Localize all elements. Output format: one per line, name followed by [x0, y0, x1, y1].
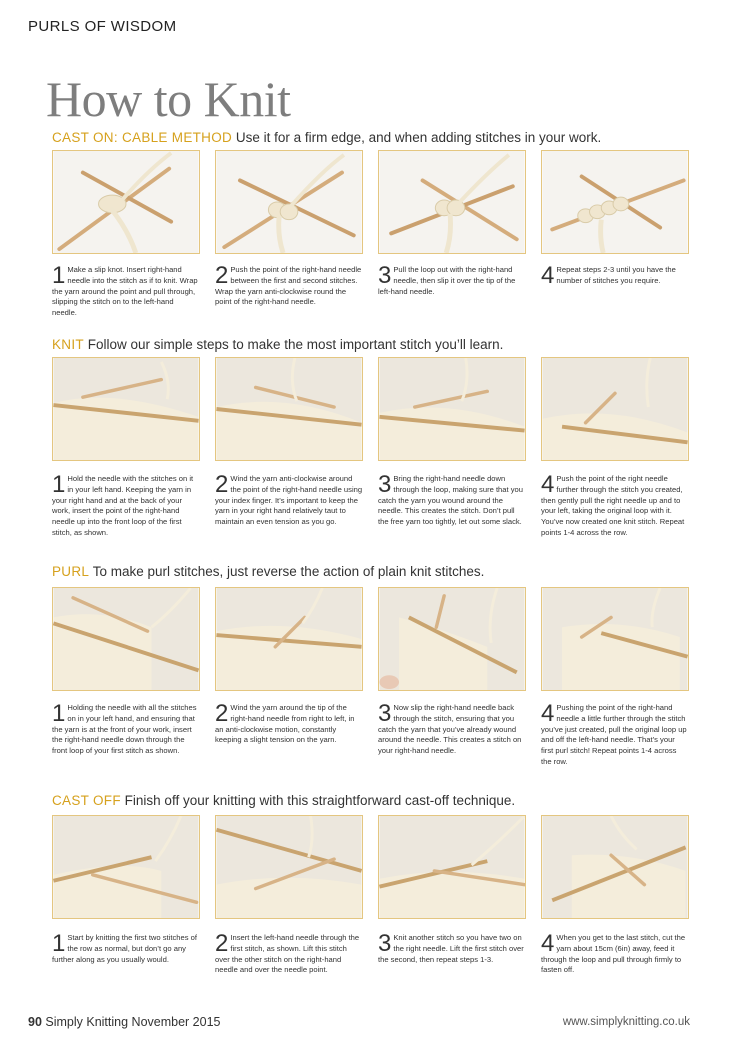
step-text [52, 700, 200, 757]
knitting-illustration [379, 588, 525, 690]
step-description: Insert the left-hand needle through the first stitch, as shown. Lift this stitch over the other stitch on the right-hand needle and over the needle point. [215, 933, 360, 975]
section-heading-cast-off [52, 793, 515, 808]
section-intro: Finish off your knitting with this straightforward cast-off technique. [124, 793, 516, 808]
step-photo [378, 150, 526, 254]
page-footer [28, 1015, 220, 1029]
step-text [52, 930, 200, 965]
section-heading-purl [52, 564, 484, 579]
step-text [378, 930, 526, 965]
knitting-illustration [216, 588, 362, 690]
step-photo [215, 150, 363, 254]
step-photo [52, 587, 200, 691]
knitting-illustration [53, 358, 199, 460]
step-description: Hold the needle with the stitches on it in your left hand. Keeping the yarn in your right hand and at the back of your work, insert the point of the right-hand needle up into the front loop of the first stitch, as shown. [52, 474, 194, 537]
step-number: 2 [215, 262, 229, 289]
step-number: 1 [52, 262, 66, 289]
step-description: Pull the loop out with the right-hand needle, then slip it over the tip of the left-hand needle. [378, 265, 516, 296]
knitting-illustration [216, 151, 362, 253]
section-kicker: PURLS OF WISDOM [28, 18, 177, 35]
section-heading-cast-on [52, 130, 601, 145]
step-photo [215, 587, 363, 691]
step-photo [215, 815, 363, 919]
step-photo [52, 150, 200, 254]
step-number: 4 [541, 471, 555, 498]
step-photo [541, 357, 689, 461]
step-text [378, 262, 526, 297]
step-text [541, 471, 689, 539]
step-photo [378, 587, 526, 691]
step-number: 2 [215, 700, 229, 727]
step-description: Pushing the point of the right-hand needle a little further through the stitch you’ve just created, pull the original loop up and off the left-hand needle. That’s your first purl stitch! Repeat points 1-4 across the row. [541, 703, 687, 766]
step-text [215, 471, 363, 528]
step-number: 4 [541, 262, 555, 289]
step-description: Wind the yarn anti-clockwise around the point of the right-hand needle using your index finger. It’s important to keep the yarn in your right hand relatively taut to maintain an even tension as you go. [215, 474, 363, 527]
knitting-illustration [379, 358, 525, 460]
knitting-illustration [216, 358, 362, 460]
step-number: 3 [378, 700, 392, 727]
step-description: Bring the right-hand needle down through the loop, making sure that you catch the yarn you wound around the needle. This creates the stitch. Don’t pull the free yarn too tightly, let out some slack. [378, 474, 523, 527]
step-text [378, 471, 526, 528]
step-number: 4 [541, 930, 555, 957]
knitting-illustration [53, 588, 199, 690]
step-number: 1 [52, 700, 66, 727]
step-text [541, 262, 689, 289]
knitting-illustration [542, 151, 688, 253]
section-label: PURL [52, 564, 90, 579]
magazine-issue: Simply Knitting November 2015 [45, 1015, 221, 1029]
knitting-illustration [542, 358, 688, 460]
knitting-illustration [379, 816, 525, 918]
step-text [52, 262, 200, 319]
knitting-illustration [542, 588, 688, 690]
section-intro: To make purl stitches, just reverse the action of plain knit stitches. [92, 564, 485, 579]
step-description: When you get to the last stitch, cut the yarn about 15cm (6in) away, feed it through the loop and pull through firmly to fasten off. [541, 933, 686, 975]
step-text [215, 262, 363, 308]
section-intro: Follow our simple steps to make the most important stitch you’ll learn. [87, 337, 504, 352]
step-text [52, 471, 200, 539]
knitting-illustration [216, 816, 362, 918]
step-text [541, 700, 689, 768]
step-description: Wind the yarn around the tip of the right-hand needle from right to left, in an anti-clockwise motion, constantly keeping a slight tension on the yarn. [215, 703, 355, 745]
step-photo [541, 587, 689, 691]
step-number: 2 [215, 471, 229, 498]
step-description: Start by knitting the first two stitches of the row as normal, but don’t go any further along as you usually would. [52, 933, 197, 964]
step-text [541, 930, 689, 976]
step-description: Push the point of the right needle further through the stitch you created, then gently pull the right needle up and to your left, taking the original loop with it. You’ve now created one knit stitch. Repeat points 1-4 across the row. [541, 474, 685, 537]
step-photo [541, 150, 689, 254]
knitting-illustration [53, 151, 199, 253]
knitting-illustration [379, 151, 525, 253]
step-description: Knit another stitch so you have two on the right needle. Lift the first stitch over the second, then repeat steps 1-3. [378, 933, 524, 964]
step-number: 1 [52, 930, 66, 957]
page-number: 90 [28, 1015, 42, 1029]
step-description: Make a slip knot. Insert right-hand needle into the stitch as if to knit. Wrap the yarn around the point and pull through, slipping the stitch on to the left-hand needle. [52, 265, 198, 318]
step-number: 2 [215, 930, 229, 957]
page-title: How to Knit [46, 71, 291, 127]
step-photo [378, 815, 526, 919]
step-text [215, 700, 363, 746]
step-description: Holding the needle with all the stitches on in your left hand, and ensuring that the yarn is at the front of your work, insert the right-hand needle down through the front loop of your first stitch as shown. [52, 703, 197, 756]
step-number: 3 [378, 930, 392, 957]
step-text [215, 930, 363, 976]
step-photo [52, 357, 200, 461]
section-label: KNIT [52, 337, 84, 352]
step-photo [52, 815, 200, 919]
step-number: 3 [378, 262, 392, 289]
section-intro: Use it for a firm edge, and when adding stitches in your work. [235, 130, 602, 145]
knitting-illustration [542, 816, 688, 918]
step-photo [215, 357, 363, 461]
knitting-illustration [53, 816, 199, 918]
step-number: 4 [541, 700, 555, 727]
step-photo [378, 357, 526, 461]
step-photo [541, 815, 689, 919]
section-heading-knit [52, 337, 503, 352]
step-description: Push the point of the right-hand needle between the first and second stitches. Wrap the yarn anti-clockwise round the point of the right-hand needle. [215, 265, 362, 307]
step-number: 3 [378, 471, 392, 498]
website-link[interactable]: www.simplyknitting.co.uk [562, 1016, 690, 1028]
step-number: 1 [52, 471, 66, 498]
step-description: Now slip the right-hand needle back through the stitch, ensuring that you catch the yarn that you’ve already wound around the needle. This creates a stitch on your right-hand needle. [378, 703, 522, 756]
step-text [378, 700, 526, 757]
section-label: CAST ON: CABLE METHOD [52, 130, 233, 145]
step-description: Repeat steps 2-3 until you have the number of stitches you require. [556, 265, 676, 285]
section-label: CAST OFF [52, 793, 121, 808]
